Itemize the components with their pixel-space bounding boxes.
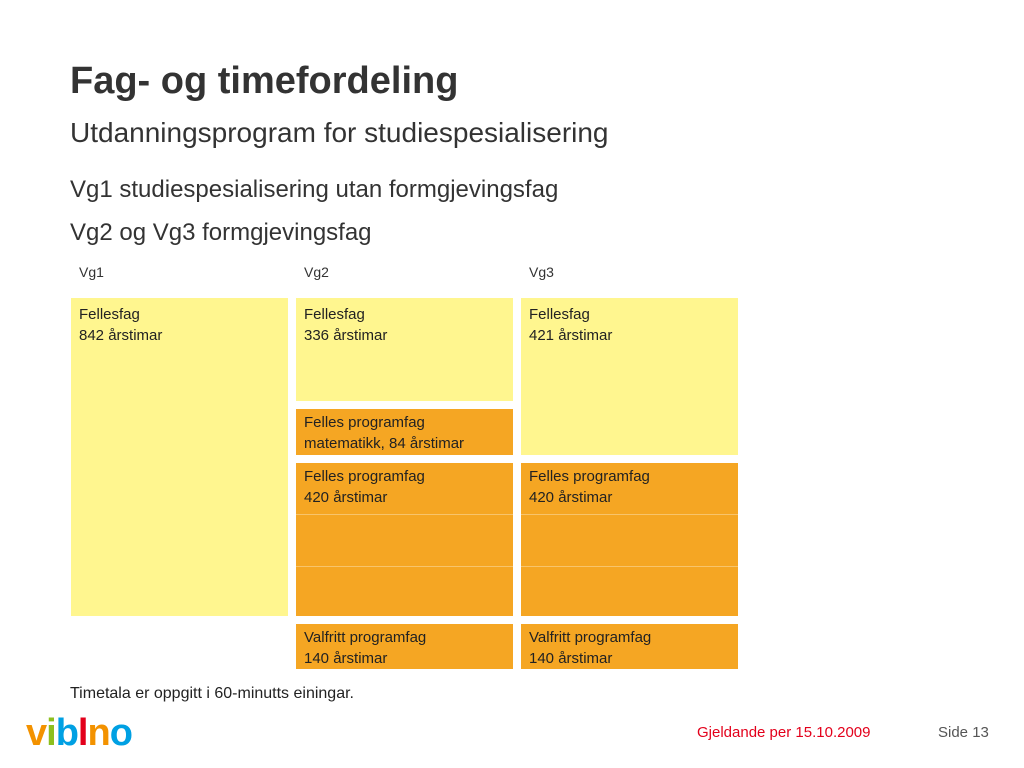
vg2-matematikk-block [296,409,513,455]
vg1-fellesfag-name: Fellesfag [79,306,140,323]
logo-letter: n [87,712,110,754]
logo-letter: l [77,712,88,754]
vg2-valfritt-block [296,624,513,669]
vg2-valfritt-hours: 140 årstimar [304,650,388,667]
vg3-programfag-name: Felles programfag [529,468,650,485]
vg2-fellesfag-hours: 336 årstimar [304,327,388,344]
vg1-fellesfag-block [71,298,288,616]
vg1-fellesfag-hours: 842 årstimar [79,327,163,344]
vg3-programfag-divider [521,514,738,515]
vg2-fellesfag-name: Fellesfag [304,306,365,323]
vg3-fellesfag-name: Fellesfag [529,306,590,323]
vg2-programfag-name: Felles programfag [304,468,425,485]
bullet-vg2-vg3: Vg2 og Vg3 formgjevingsfag [70,219,372,246]
slide-title: Fag- og timefordeling [70,60,459,102]
vg2-programfag-hours: 420 årstimar [304,489,388,506]
logo-letter: v [26,712,47,754]
slide-subtitle: Utdanningsprogram for studiespesialisering [70,117,609,148]
vg2-fellesfag-block [296,298,513,401]
bullet-vg1: Vg1 studiespesialisering utan formgjevingsfag [70,176,559,203]
vg3-programfag-divider [521,566,738,567]
footnote: Timetala er oppgitt i 60-minutts einingar. [70,685,354,702]
vg3-valfritt-hours: 140 årstimar [529,650,613,667]
vg2-programfag-divider [296,566,513,567]
vg3-programfag-hours: 420 årstimar [529,489,613,506]
vg3-fellesfag-hours: 421 årstimar [529,327,613,344]
column-label-vg1: Vg1 [79,264,104,280]
column-label-vg3: Vg3 [529,264,554,280]
column-label-vg2: Vg2 [304,264,329,280]
vg3-fellesfag-block [521,298,738,455]
vg3-programfag-block [521,463,738,616]
vg2-matematikk-hours: matematikk, 84 årstimar [304,435,465,452]
logo-letter: o [109,712,132,754]
vg2-valfritt-name: Valfritt programfag [304,629,427,646]
viblino-logo[interactable] [26,712,132,755]
vg2-matematikk-name: Felles programfag [304,414,425,431]
footer-date: Gjeldande per 15.10.2009 [697,724,871,741]
page-number: Side 13 [938,724,989,741]
vg2-programfag-divider [296,514,513,515]
vg3-valfritt-block [521,624,738,669]
vg2-programfag-block [296,463,513,616]
vg3-valfritt-name: Valfritt programfag [529,629,652,646]
logo-letter: i [46,712,56,754]
logo-letter: b [55,712,78,754]
